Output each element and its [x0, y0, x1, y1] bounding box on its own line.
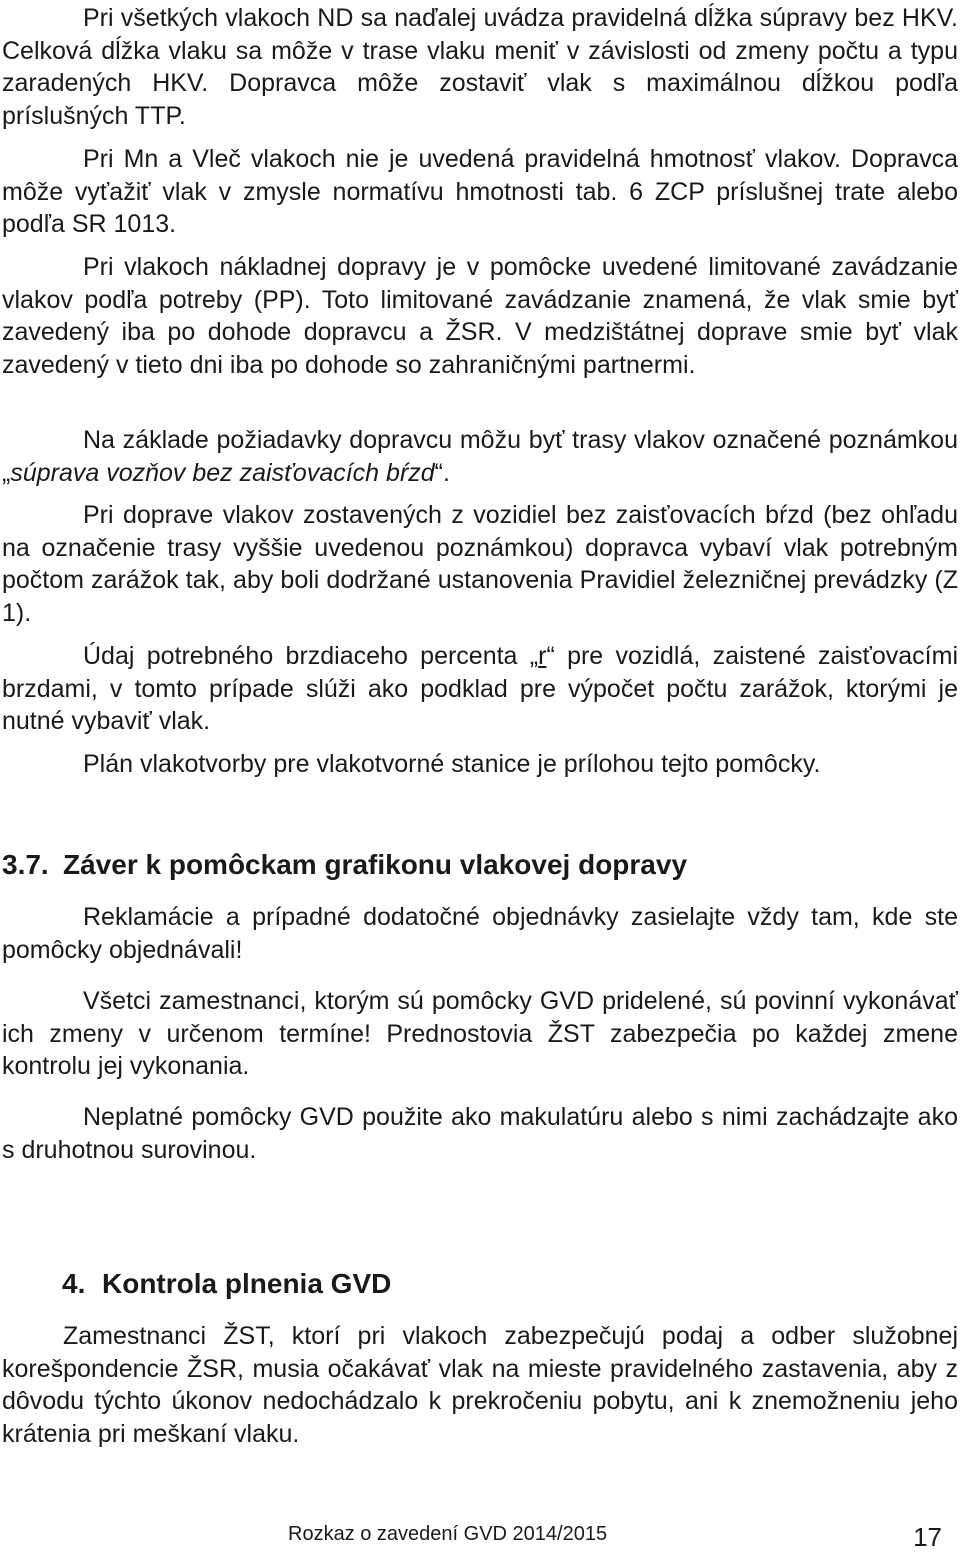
quote-close: “.	[434, 458, 450, 487]
paragraph-braking-lead: Údaj potrebného brzdiaceho percenta	[83, 642, 530, 670]
paragraph-limited-scheduling: Pri vlakoch nákladnej dopravy je v pomôcke uvedené limitované zavádzanie vlakov podľa potreby (PP). Toto limitované zavádzanie znamená, že vlak smie byť zavedený iba po dohode dopravcu a ŽSR. V medzištátnej doprave smie byť vlak zavedený v tieto dni iba po dohode so zahraničnými partnermi.	[2, 253, 958, 379]
quote-close: “	[546, 642, 555, 670]
section-title: Kontrola plnenia GVD	[102, 1268, 392, 1299]
quote-open: „	[2, 458, 11, 487]
footer-document-title: Rozkaz o zavedení GVD 2014/2015	[288, 1523, 608, 1545]
paragraph-wagon-set-lead: Na základe požiadavky dopravcu môžu byť trasy vlakov označené poznámkou	[83, 426, 958, 454]
footer-page-number: 17	[913, 1522, 942, 1552]
braking-percentage-symbol: r	[538, 642, 547, 670]
quote-open: „	[529, 642, 539, 670]
paragraph-train-weight: Pri Mn a Vleč vlakoch nie je uvedená pravidelná hmotnosť vlakov. Dopravca môže vyťažiť vlak v zmysle normatívu hmotnosti tab. 6 ZCP príslušnej trate alebo podľa SR 1013.	[2, 145, 958, 238]
paragraph-employee-duties: Všetci zamestnanci, ktorým sú pomôcky GVD pridelené, sú povinní vykonávať ich zmeny v určenom termíne! Prednostovia ŽST zabezpečia po každej zmene kontrolu jej vykonania.	[2, 987, 958, 1080]
section-number: 3.7.	[2, 849, 49, 880]
paragraph-wheel-chocks: Pri doprave vlakov zostavených z vozidiel bez zaisťovacích bŕzd (bez ohľadu na označenie trasy vyššie uvedenou poznámkou) dopravca vybaví vlak potrebným počtom zarážok tak, aby boli dodržané ustanovenia Pravidiel železničnej prevádzky (Z 1).	[2, 501, 958, 627]
paragraph-wagon-set-note	[2, 424, 958, 489]
section-title: Záver k pomôckam grafikonu vlakovej dopravy	[63, 849, 688, 880]
section-heading-4	[62, 1267, 391, 1301]
section-number: 4.	[62, 1268, 86, 1299]
paragraph-train-formation-plan: Plán vlakotvorby pre vlakotvorné stanice je prílohou tejto pomôcky.	[83, 750, 821, 778]
paragraph-complaints: Reklamácie a prípadné dodatočné objednávky zasielajte vždy tam, kde ste pomôcky objednávali!	[2, 903, 958, 964]
wagon-set-note-emphasis: súprava vozňov bez zaisťovacích bŕzd	[10, 458, 435, 487]
paragraph-station-staff: Zamestnanci ŽST, ktorí pri vlakoch zabezpečujú podaj a odber služobnej korešpondencie ŽSR, musia očakávať vlak na mieste pravidelného zastavenia, aby z dôvodu týchto úkonov nedochádzalo k prekročeniu pobytu, ani k znemožneniu jeho krátenia pri meškaní vlaku.	[2, 1322, 958, 1448]
paragraph-train-length: Pri všetkých vlakoch ND sa naďalej uvádza pravidelná dĺžka súpravy bez HKV. Celková dĺžka vlaku sa môže v trase vlaku meniť v závislosti od zmeny počtu a typu zaradených HKV. Dopravca môže zostaviť vlak s maximálnou dĺžkou podľa príslušných TTP.	[2, 4, 958, 130]
paragraph-braking-percentage	[2, 640, 958, 738]
paragraph-invalid-aids: Neplatné pomôcky GVD použite ako makulatúru alebo s nimi zachádzajte ako s druhotnou surovinou.	[2, 1103, 958, 1164]
paragraph-braking-tail: pre vozidlá, zaistené zaisťovacími brzdami, v tomto prípade slúži ako podklad pre výpočet počtu zarážok, ktorými je nutné vybaviť vlak.	[2, 642, 959, 735]
section-heading-3-7	[2, 848, 687, 882]
